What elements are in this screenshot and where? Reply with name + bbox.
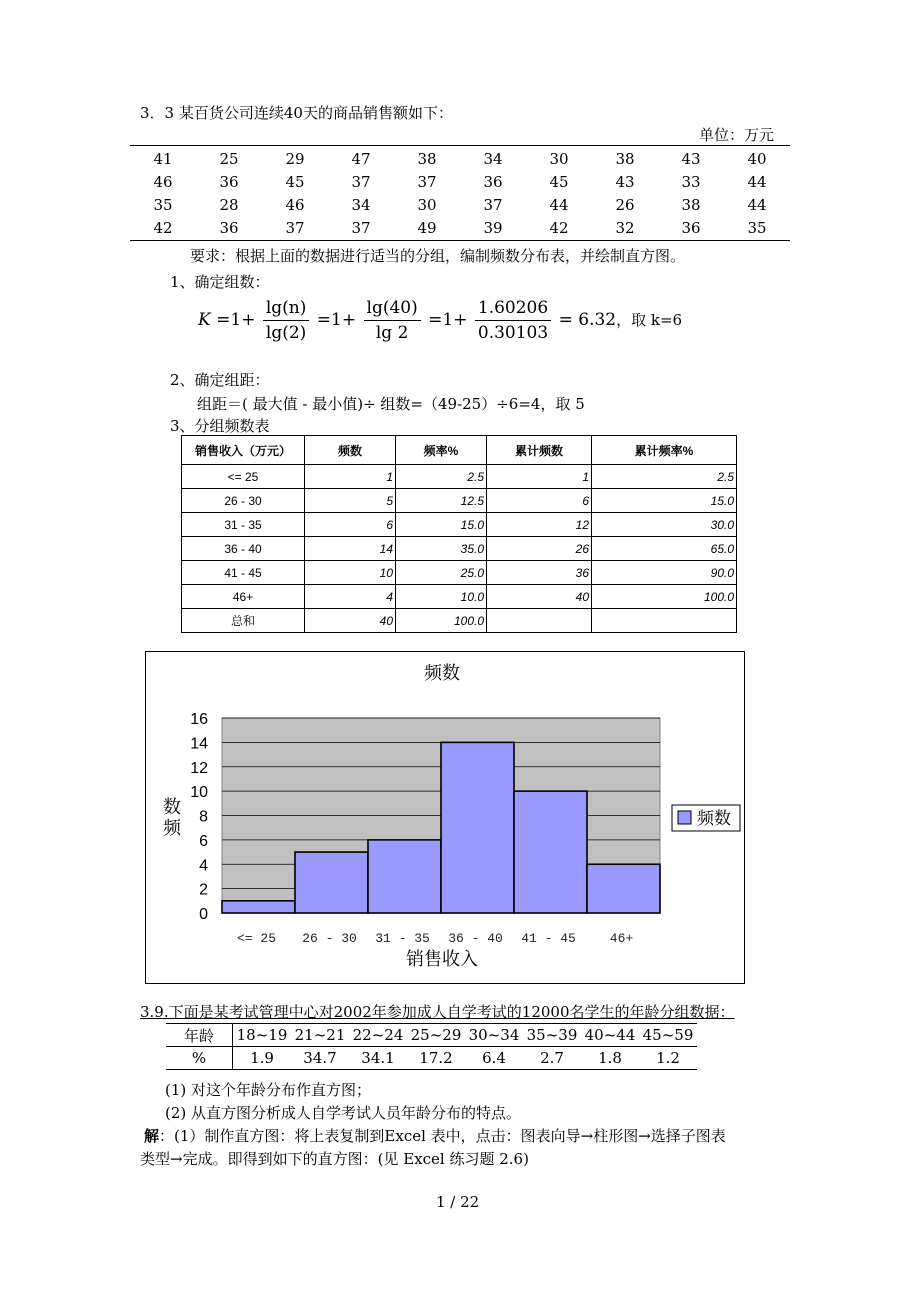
freq-value-cell: 12 <box>487 513 592 537</box>
freq-row <box>182 561 737 585</box>
pct-row-cell: 34.7 <box>291 1047 349 1070</box>
pct-row-cell: 34.1 <box>349 1047 407 1070</box>
x-tick-label: 41 - 45 <box>521 931 576 946</box>
freq-group-label: 总和 <box>182 609 305 633</box>
age-row-cell: 45~59 <box>639 1024 697 1047</box>
age-row-cell: 18~19 <box>233 1024 292 1047</box>
age-row-cell: 35~39 <box>523 1024 581 1047</box>
sales-cell: 30 <box>549 149 569 168</box>
freq-value-cell: 5 <box>305 489 396 513</box>
freq-value-cell: 36 <box>487 561 592 585</box>
freq-header-cell: 频数 <box>305 436 396 465</box>
freq-group-label: 46+ <box>182 585 305 609</box>
freq-value-cell: 35.0 <box>396 537 487 561</box>
sales-cell: 44 <box>747 172 767 191</box>
freq-value-cell: 1 <box>487 465 592 489</box>
freq-value-cell: 2.5 <box>592 465 737 489</box>
sales-cell: 36 <box>681 218 701 237</box>
fraction-lg-n: $\frac{\lg(n)}{\lg(2)}$ <box>263 298 310 343</box>
sales-data-table <box>130 147 790 239</box>
y-tick-label: 10 <box>190 784 208 802</box>
pct-row-cell: 2.7 <box>523 1047 581 1070</box>
sales-cell: 45 <box>285 172 305 191</box>
freq-group-label: 36 - 40 <box>182 537 305 561</box>
sales-cell: 38 <box>681 195 701 214</box>
y-tick-label: 14 <box>190 735 208 753</box>
pct-row-cell: 1.8 <box>581 1047 639 1070</box>
freq-value-cell: 25.0 <box>396 561 487 585</box>
sales-cell: 28 <box>219 195 239 214</box>
sales-row <box>130 170 790 193</box>
step2-formula: 组距＝( 最大值 - 最小值)÷ 组数=（49-25）÷6=4，取 5 <box>197 395 585 413</box>
formula-eq-2: = <box>316 310 332 330</box>
formula-result: = 6.32 <box>558 310 617 330</box>
freq-value-cell: 10.0 <box>396 585 487 609</box>
bar-0 <box>222 901 295 913</box>
pct-row-cell: 6.4 <box>465 1047 523 1070</box>
x-tick-label: 36 - 40 <box>448 931 503 946</box>
freq-value-cell: 1 <box>305 465 396 489</box>
legend-swatch <box>678 811 691 824</box>
sales-cell: 32 <box>615 218 635 237</box>
y-tick-label: 6 <box>199 832 208 850</box>
age-row-header: 年龄 <box>166 1024 233 1047</box>
age-row-cell: 40~44 <box>581 1024 639 1047</box>
step2-heading: 2、确定组距： <box>170 371 270 389</box>
freq-row <box>182 537 737 561</box>
sales-cell: 45 <box>549 172 569 191</box>
sales-cell: 37 <box>351 218 371 237</box>
formula-plus: + <box>241 310 256 330</box>
sales-cell: 38 <box>615 149 635 168</box>
group-count-formula <box>198 298 682 343</box>
freq-value-cell: 10 <box>305 561 396 585</box>
question-3-9-part1: (1) 对这个年龄分布作直方图； <box>165 1081 372 1099</box>
sales-cell: 37 <box>483 195 503 214</box>
formula-plus-2: + <box>341 310 357 330</box>
sales-cell: 36 <box>219 172 239 191</box>
x-axis-label: 销售收入 <box>406 949 478 970</box>
freq-row <box>182 609 737 633</box>
freq-header-cell: 累计频数 <box>487 436 592 465</box>
sales-cell: 44 <box>747 195 767 214</box>
freq-value-cell: 14 <box>305 537 396 561</box>
pct-row-cell: 17.2 <box>407 1047 465 1070</box>
age-distribution-table <box>166 1023 697 1070</box>
sales-cell: 34 <box>483 149 503 168</box>
freq-group-label: 31 - 35 <box>182 513 305 537</box>
legend-label: 频数 <box>697 809 731 829</box>
formula-one-3: 1 <box>442 310 454 330</box>
chart-title: 频数 <box>424 663 460 684</box>
freq-group-label: <= 25 <box>182 465 305 489</box>
histogram-svg <box>146 652 744 983</box>
sales-cell: 43 <box>681 149 701 168</box>
freq-value-cell: 30.0 <box>592 513 737 537</box>
formula-k: K <box>198 310 211 330</box>
freq-value-cell: 6 <box>487 489 592 513</box>
freq-row <box>182 465 737 489</box>
freq-value-cell: 100.0 <box>592 585 737 609</box>
freq-value-cell <box>592 609 737 633</box>
sales-cell: 44 <box>549 195 569 214</box>
question-3-9-part2: (2) 从直方图分析成人自学考试人员年龄分布的特点。 <box>165 1104 522 1122</box>
sales-cell: 35 <box>153 195 173 214</box>
sales-cell: 37 <box>351 172 371 191</box>
age-row <box>166 1024 697 1047</box>
sales-cell: 36 <box>483 172 503 191</box>
sales-row <box>130 193 790 216</box>
freq-value-cell: 90.0 <box>592 561 737 585</box>
freq-header-cell: 频率% <box>396 436 487 465</box>
sales-row <box>130 216 790 239</box>
sales-cell: 46 <box>285 195 305 214</box>
formula-one: 1 <box>230 310 242 330</box>
freq-row <box>182 513 737 537</box>
bar-1 <box>295 852 368 913</box>
table-bottom-rule <box>130 240 790 241</box>
sales-cell: 39 <box>483 218 503 237</box>
x-tick-label: <= 25 <box>236 931 277 946</box>
bar-4 <box>514 791 587 913</box>
freq-value-cell: 26 <box>487 537 592 561</box>
y-tick-label: 4 <box>199 857 208 875</box>
sales-cell: 42 <box>549 218 569 237</box>
sales-cell: 49 <box>417 218 437 237</box>
sales-cell: 46 <box>153 172 173 191</box>
sales-cell: 40 <box>747 149 767 168</box>
bar-5 <box>587 864 660 913</box>
question-3-9-title: 3.9.下面是某考试管理中心对2002年参加成人自学考试的12000名学生的年龄分组数据： <box>140 1003 735 1021</box>
freq-group-label: 26 - 30 <box>182 489 305 513</box>
freq-group-label: 41 - 45 <box>182 561 305 585</box>
sales-cell: 25 <box>219 149 239 168</box>
freq-row <box>182 585 737 609</box>
answer-text-1: ：(1）制作直方图：将上表复制到Excel 表中，点击：图表向导→柱形图→选择子图表 <box>159 1127 726 1145</box>
step1-heading: 1、确定组数： <box>170 273 270 291</box>
formula-take: ，取 k=6 <box>616 311 683 329</box>
question-3-3-title: 3．3 某百货公司连续40天的商品销售额如下： <box>140 104 453 122</box>
sales-cell: 37 <box>417 172 437 191</box>
sales-cell: 38 <box>417 149 437 168</box>
pct-row <box>166 1047 697 1070</box>
y-tick-label: 2 <box>199 881 208 899</box>
sales-cell: 30 <box>417 195 437 214</box>
freq-value-cell <box>487 609 592 633</box>
freq-value-cell: 12.5 <box>396 489 487 513</box>
sales-cell: 36 <box>219 218 239 237</box>
freq-value-cell: 6 <box>305 513 396 537</box>
age-row-cell: 21~21 <box>291 1024 349 1047</box>
frequency-table <box>181 435 737 633</box>
answer-label: 解 <box>144 1127 160 1145</box>
y-tick-label: 12 <box>190 759 208 777</box>
sales-cell: 35 <box>747 218 767 237</box>
requirement-text: 要求：根据上面的数据进行适当的分组，编制频数分布表，并绘制直方图。 <box>190 247 686 265</box>
pct-row-header: % <box>166 1047 233 1070</box>
formula-plus-3: + <box>453 310 468 330</box>
sales-cell: 33 <box>681 172 701 191</box>
answer-line-1 <box>144 1125 726 1146</box>
step3-heading: 3、分组频数表 <box>170 417 270 435</box>
freq-value-cell: 15.0 <box>592 489 737 513</box>
answer-line-2: 类型→完成。即得到如下的直方图：(见 Excel 练习题 2.6) <box>140 1150 529 1168</box>
sales-cell: 29 <box>285 149 305 168</box>
x-tick-label: 26 - 30 <box>302 931 357 946</box>
freq-value-cell: 65.0 <box>592 537 737 561</box>
table-top-rule <box>130 145 790 146</box>
age-row-cell: 25~29 <box>407 1024 465 1047</box>
histogram-chart <box>145 651 745 984</box>
freq-value-cell: 100.0 <box>396 609 487 633</box>
age-row-cell: 22~24 <box>349 1024 407 1047</box>
sales-cell: 43 <box>615 172 635 191</box>
sales-cell: 26 <box>615 195 635 214</box>
formula-eq: = <box>216 310 231 330</box>
sales-cell: 34 <box>351 195 371 214</box>
sales-cell: 41 <box>153 149 173 168</box>
formula-one-2: 1 <box>331 310 342 330</box>
pct-row-cell: 1.9 <box>233 1047 292 1070</box>
freq-value-cell: 2.5 <box>396 465 487 489</box>
sales-cell: 37 <box>285 218 305 237</box>
bar-3 <box>441 742 514 913</box>
freq-value-cell: 40 <box>305 609 396 633</box>
freq-header-cell: 销售收入（万元） <box>182 436 305 465</box>
freq-value-cell: 40 <box>487 585 592 609</box>
unit-label: 单位：万元 <box>699 126 775 144</box>
sales-cell: 42 <box>153 218 173 237</box>
fraction-decimal: $\frac{1.60206}{0.30103}$ <box>475 298 551 343</box>
page-number: 1 / 22 <box>436 1193 480 1211</box>
y-tick-label: 8 <box>199 808 208 826</box>
y-axis-label: 数频 <box>163 797 181 839</box>
x-tick-label: 31 - 35 <box>375 931 430 946</box>
age-row-cell: 30~34 <box>465 1024 523 1047</box>
bar-2 <box>368 840 441 913</box>
freq-header-row <box>182 436 737 465</box>
freq-value-cell: 15.0 <box>396 513 487 537</box>
freq-header-cell: 累计频率% <box>592 436 737 465</box>
fraction-lg-40: $\frac{\lg(40)}{\lg 2}$ <box>364 298 421 343</box>
y-tick-label: 16 <box>190 711 208 728</box>
freq-value-cell: 4 <box>305 585 396 609</box>
formula-eq-3: = <box>428 310 443 330</box>
x-tick-label: 46+ <box>609 931 634 946</box>
pct-row-cell: 1.2 <box>639 1047 697 1070</box>
y-tick-label: 0 <box>199 906 208 923</box>
sales-cell: 47 <box>351 149 371 168</box>
freq-row <box>182 489 737 513</box>
sales-row <box>130 147 790 170</box>
